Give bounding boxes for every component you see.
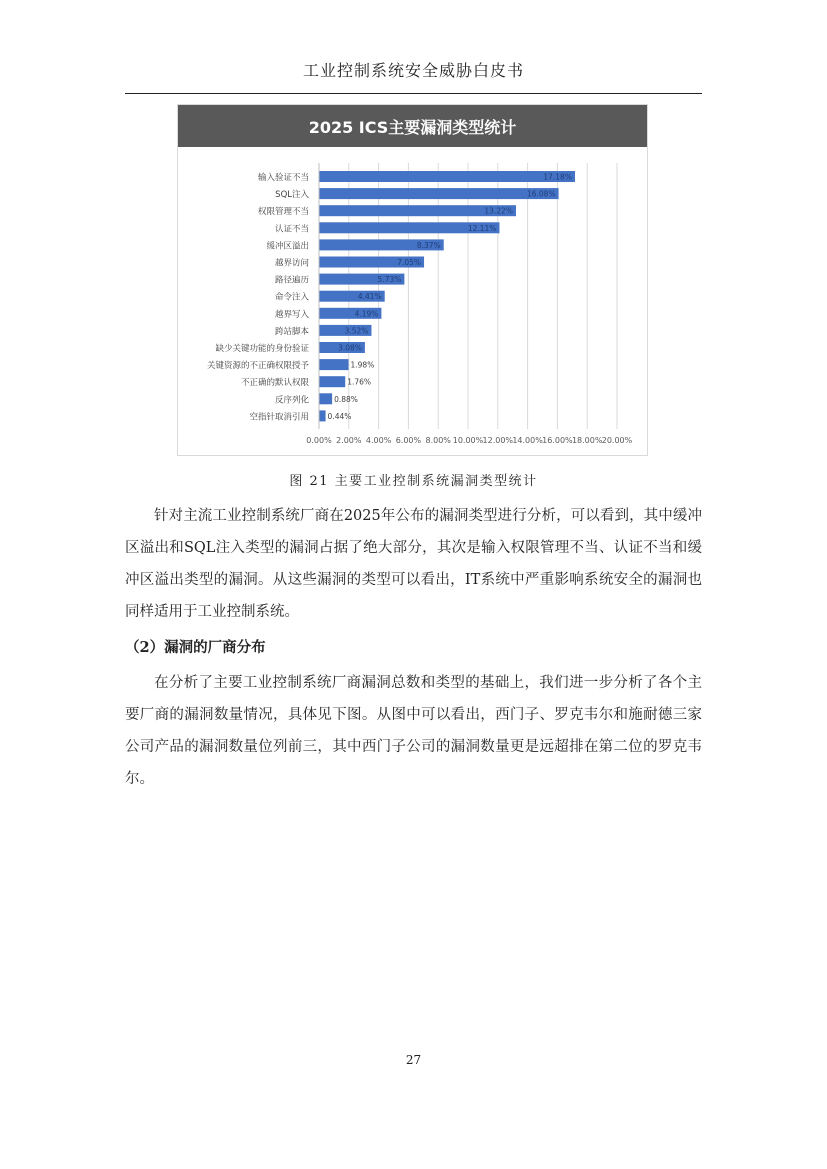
header-divider [125,93,702,94]
x-tick-label: 0.00% [306,436,332,445]
category-label: 路径遍历 [274,275,309,286]
bar [319,393,332,404]
data-label: 8.37% [416,240,441,250]
data-label: 1.76% [347,377,372,387]
bar-chart [177,104,648,456]
data-label: 7.05% [397,258,422,267]
x-tick-label: 12.00% [482,436,514,445]
category-label: 跨站脚本 [274,326,309,337]
x-tick-label: 8.00% [425,436,451,445]
x-tick-label: 16.00% [542,436,573,445]
category-label: 命令注入 [274,292,309,303]
category-label: 不正确的默认权限 [240,378,309,389]
body-paragraph-1: 针对主流工业控制系统厂商在2025年公布的漏洞类型进行分析，可以看到，其中缓冲区溢出和SQL注入类型的漏洞占据了绝大部分，其次是输入权限管理不当、认证不当和缓冲区溢出类型的漏洞。从这些漏洞的类型可以看出，IT系统中严重影响系统安全的漏洞也同样适用于工业控制系统。 [125,508,702,620]
bar [319,410,326,421]
bar [319,188,559,199]
section-heading: （2）漏洞的厂商分布 [125,639,266,656]
data-label: 17.18% [543,172,572,182]
x-tick-label: 18.00% [571,436,603,445]
data-label: 12.11% [467,223,497,233]
data-label: 5.73% [377,275,402,285]
category-label: 缺少关键功能的身份验证 [215,344,309,354]
body-paragraph-2: 在分析了主要工业控制系统厂商漏洞总数和类型的基础上，我们进一步分析了各个主要厂商的漏洞数量情况，具体见下图。从图中可以看出，西门子、罗克韦尔和施耐德三家公司产品的漏洞数量位列前三，其中西门子公司的漏洞数量更是远超排在第二位的罗克韦尔。 [125,675,702,787]
data-label: 1.98% [350,360,375,370]
x-tick-label: 2.00% [336,436,362,445]
data-label: 13.22% [484,206,513,216]
x-tick-label: 4.00% [365,436,392,445]
bar [319,376,345,387]
x-tick-label: 6.00% [395,436,422,445]
category-label: 越界访问 [274,258,309,269]
category-label: 认证不当 [274,224,309,235]
data-label: 0.88% [334,394,358,404]
bar [319,359,349,370]
x-tick-label: 14.00% [512,436,543,445]
x-tick-label: 10.00% [452,436,484,445]
bar [319,171,575,182]
figure-caption: 图 21 主要工业控制系统漏洞类型统计 [289,474,538,489]
data-label: 4.19% [354,309,379,319]
category-label: 关键资源的不正确权限授予 [206,361,309,372]
chart-plot [178,105,649,457]
data-label: 4.41% [357,292,382,302]
page-header-title: 工业控制系统安全威胁白皮书 [302,61,524,80]
x-tick-label: 20.00% [601,436,633,445]
category-label: 输入验证不当 [257,173,309,183]
category-label: 缓冲区溢出 [266,241,309,252]
page-number: 27 [405,1053,422,1067]
data-label: 0.44% [327,411,352,421]
category-label: 权限管理不当 [257,207,309,218]
data-label: 3.52% [344,326,369,336]
chart-title: 2025 ICS主要漏洞类型统计 [178,105,647,147]
category-label: 越界写入 [274,309,309,320]
category-label: 反序列化 [274,395,309,406]
category-label: SQL注入 [275,190,309,201]
data-label: 3.08% [338,343,362,353]
category-label: 空指针取消引用 [249,412,309,423]
data-label: 16.08% [526,189,556,199]
